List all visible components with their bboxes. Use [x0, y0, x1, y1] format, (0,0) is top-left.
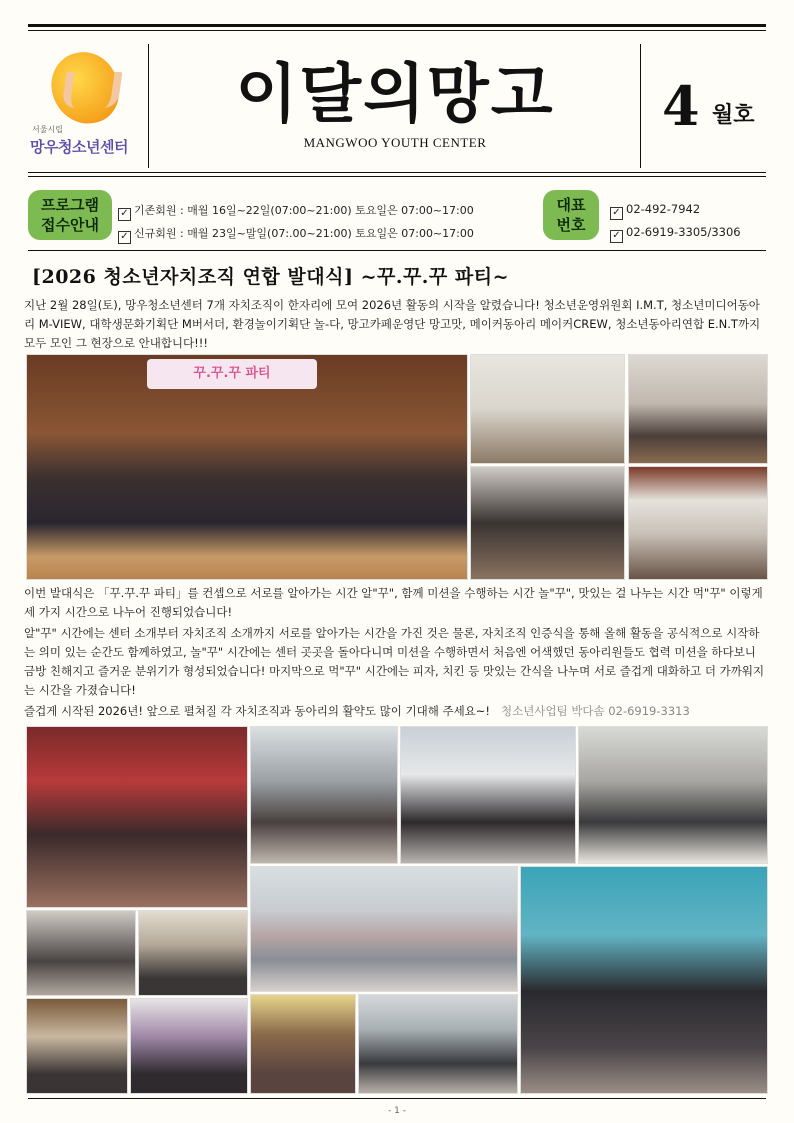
- program-label-2: 접수안내: [41, 216, 99, 234]
- event-photo: [26, 998, 128, 1094]
- article-credit: 청소년사업팀 박다솜 02-6919-3313: [501, 704, 690, 718]
- event-photo: [250, 726, 398, 864]
- article-body-2: 알"꾸" 시간에는 센터 소개부터 자치조직 소개까지 서로를 알아가는 시간을 가진 것은 물론, 자치조직 인증식을 통해 올해 활동을 공식적으로 시작하는 의미 있는 순간도 함께하였고, 놀"꾸" 시간에는 센터 곳곳을 돌아다니며 미션을 수행하면서 처음엔 어색했던 동아리원들도 협력 미션을 하다보니 금방 친해지고 즐거운 분위기가 형성되었습니다! 마지막으로 먹"꾸" 시간에는 피자, 치킨 등 맛있는 간식을 나누며 서로 즐겁게 대화하고 더 가까워지는 시간을 가졌습니다!: [24, 626, 765, 697]
- article-headline: [2026 청소년자치조직 연합 발대식] ~꾸.꾸.꾸 파티~: [32, 266, 510, 288]
- page-number: - 1 -: [388, 1106, 406, 1116]
- phone-label-1: 대표: [556, 196, 586, 214]
- checkbox-icon: ✓: [118, 208, 131, 221]
- masthead-rule: [28, 176, 766, 177]
- event-photo: [26, 910, 136, 996]
- event-photo: [358, 994, 518, 1094]
- issue-suffix: 월호: [712, 102, 755, 128]
- event-photo: [470, 466, 625, 580]
- issue-number: 4: [662, 74, 700, 138]
- article-intro: 지난 2월 28일(토), 망우청소년센터 7개 자치조직이 한자리에 모여 2026년 활동의 시작을 알렸습니다! 청소년운영위원회 I.M.T, 청소년미디어동아리 M-VIEW, 대학생문화기획단 M버서더, 환경놀이기획단 놀-다, 망고카페운영단 망고맛, 메이커동아리 메이커CREW, 청소년동아리연합 E.N.T까지 모두 모인 그 현장으로 안내합니다!!!: [24, 298, 761, 350]
- article-body-1: 이번 발대식은 「꾸.꾸.꾸 파티」를 컨셉으로 서로를 알아가는 시간 알"꾸", 함께 미션을 수행하는 시간 놀"꾸", 맛있는 걸 나누는 시간 먹"꾸" 이렇게 세 가지 시간으로 나누어 진행되었습니다!: [24, 586, 763, 619]
- top-rule-thin: [28, 30, 766, 31]
- program-info-badge: [28, 190, 112, 240]
- article-body-3: 즐겁게 시작된 2026년! 앞으로 펼쳐질 각 자치조직과 동아리의 활약도 많이 기대해 주세요~! 청소년사업팀 박다솜 02-6919-3313: [24, 704, 690, 718]
- newsletter-subtitle: MANGWOO YOUTH CENTER: [303, 135, 487, 150]
- divider: [148, 44, 149, 168]
- top-rule: [28, 24, 766, 27]
- event-photo: [628, 354, 768, 464]
- event-photo: [400, 726, 576, 864]
- v-hand-icon: [61, 72, 122, 108]
- footer-rule: [28, 1098, 766, 1099]
- event-banner: 꾸.꾸.꾸 파티: [147, 359, 317, 389]
- divider: [640, 44, 641, 168]
- phone-info-badge: [543, 190, 599, 240]
- event-photo: [26, 726, 248, 908]
- event-photo: [130, 998, 248, 1094]
- phone-line-2: ✓ 02-6919-3305/3306: [610, 225, 741, 243]
- event-photo: [628, 466, 768, 580]
- event-photo: [578, 726, 768, 864]
- logo-name: 망우청소년센터: [30, 138, 128, 156]
- info-rule: [28, 250, 766, 251]
- program-line-1: ✓ 기존회원 : 매월 16일~22일(07:00~21:00) 토요일은 07:00~17:00: [118, 202, 474, 221]
- logo-small-text: 서울시립: [32, 125, 63, 134]
- program-label-1: 프로그램: [41, 196, 99, 214]
- masthead-rule: [28, 172, 766, 173]
- event-photo: [250, 994, 356, 1094]
- program-line-2: ✓ 신규회원 : 매월 23일~말일(07:.00~21:00) 토요일은 07:00~17:00: [118, 225, 474, 244]
- checkbox-icon: ✓: [610, 230, 623, 243]
- event-photo: [470, 354, 625, 464]
- checkbox-icon: ✓: [610, 207, 623, 220]
- event-photo: [250, 866, 518, 992]
- checkbox-icon: ✓: [118, 231, 131, 244]
- event-photo: [138, 910, 248, 996]
- event-photo: [520, 866, 768, 1094]
- phone-label-2: 번호: [556, 216, 586, 234]
- newsletter-title: 이달의망고: [235, 57, 555, 132]
- phone-line-1: ✓ 02-492-7942: [610, 202, 700, 220]
- group-photo: [26, 354, 468, 580]
- center-logo: [30, 44, 148, 166]
